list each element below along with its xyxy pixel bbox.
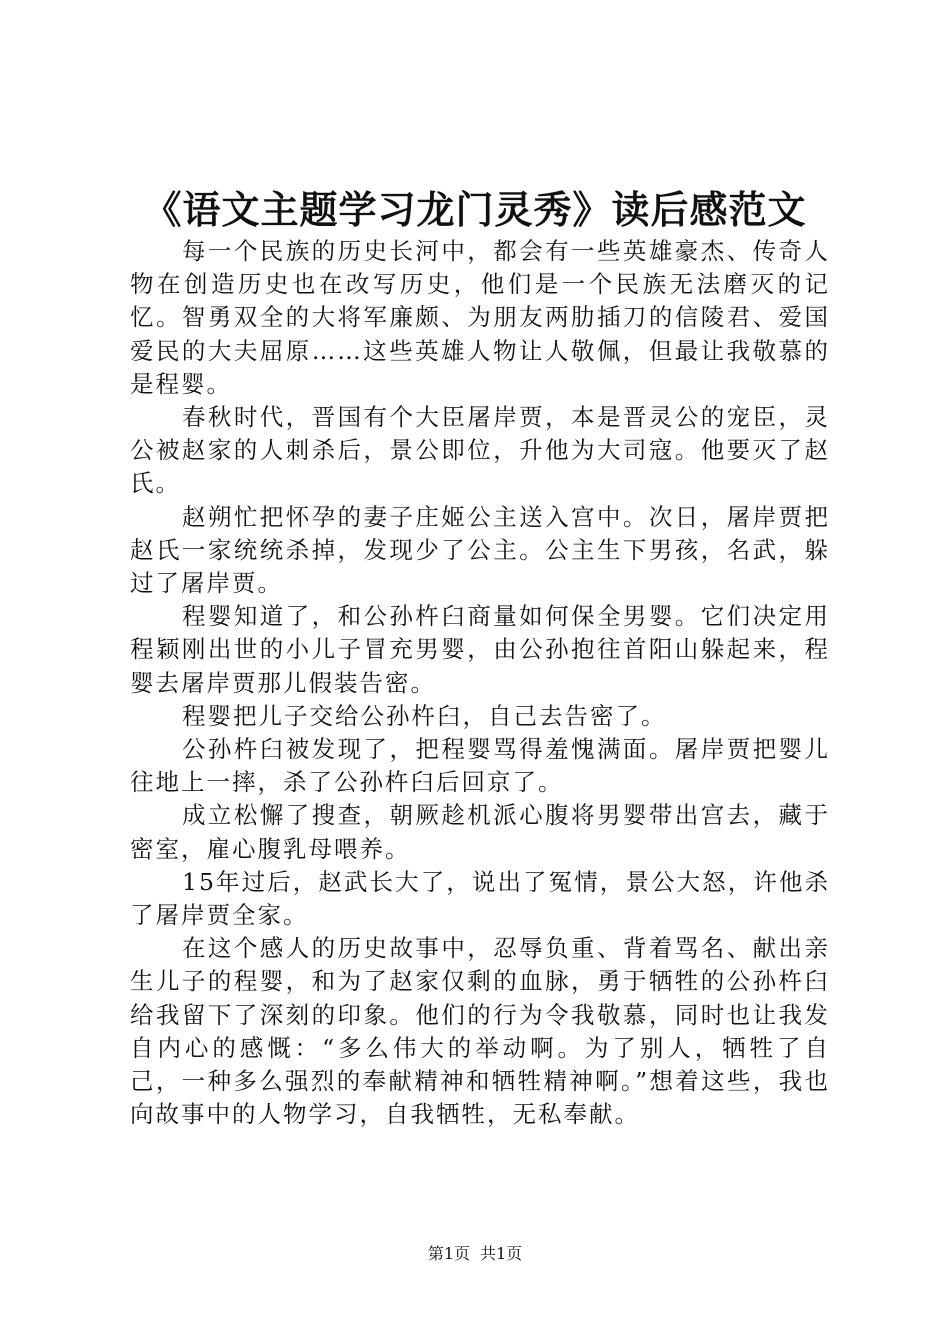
- paragraph: 15年过后，赵武长大了，说出了冤情，景公大怒，许他杀了屠岸贾全家。: [130, 867, 830, 930]
- paragraph: 每一个民族的历史长河中，都会有一些英雄豪杰、传奇人物在创造历史也在改写历史，他们是一个民族无法磨灭的记忆。智勇双全的大将军廉颇、为朋友两肋插刀的信陵君、爱国爱民的大夫屈原……这些英雄人物让人敬佩，但最让我敬慕的是程婴。: [130, 237, 830, 398]
- paragraph: 赵朔忙把怀孕的妻子庄姬公主送入宫中。次日，屠岸贾把赵氏一家统统杀掉，发现少了公主。公主生下男孩，名武，躲过了屠岸贾。: [130, 502, 830, 598]
- page-total: 共1页: [480, 1244, 523, 1263]
- paragraph: 程婴把儿子交给公孙杵臼，自己去告密了。: [182, 701, 667, 730]
- paragraph: 公孙杵臼被发现了，把程婴骂得羞愧满面。屠岸贾把婴儿往地上一摔，杀了公孙杵臼后回京了。: [130, 735, 830, 797]
- document-title: 《语文主题学习龙门灵秀》读后感范文: [143, 187, 807, 232]
- paragraph: 春秋时代，晋国有个大臣屠岸贾，本是晋灵公的宠臣，灵公被赵家的人刺杀后，景公即位，升他为大司寇。他要灭了赵氏。: [130, 403, 830, 498]
- document-body: [130, 235, 830, 1131]
- paragraph: 程婴知道了，和公孙杵臼商量如何保全男婴。它们决定用程颖刚出世的小儿子冒充男婴，由公孙抱往首阳山躲起来，程婴去屠岸贾那儿假装告密。: [130, 602, 830, 697]
- paragraph: 成立松懈了搜查，朝厥趁机派心腹将男婴带出宫去，藏于密室，雇心腹乳母喂养。: [130, 801, 830, 863]
- page-footer: [0, 1243, 950, 1265]
- page-number: 第1页: [427, 1244, 470, 1263]
- paragraph: 在这个感人的历史故事中，忍辱负重、背着骂名、献出亲生儿子的程婴，和为了赵家仅剩的血脉，勇于牺牲的公孙杵臼给我留下了深刻的印象。他们的行为令我敬慕，同时也让我发自内心的感慨：“多么伟大的举动啊。为了别人，牺牲了自己，一种多么强烈的奉献精神和牺牲精神啊。”想着这些，我也向故事中的人物学习，自我牺牲，无私奉献。: [130, 934, 830, 1129]
